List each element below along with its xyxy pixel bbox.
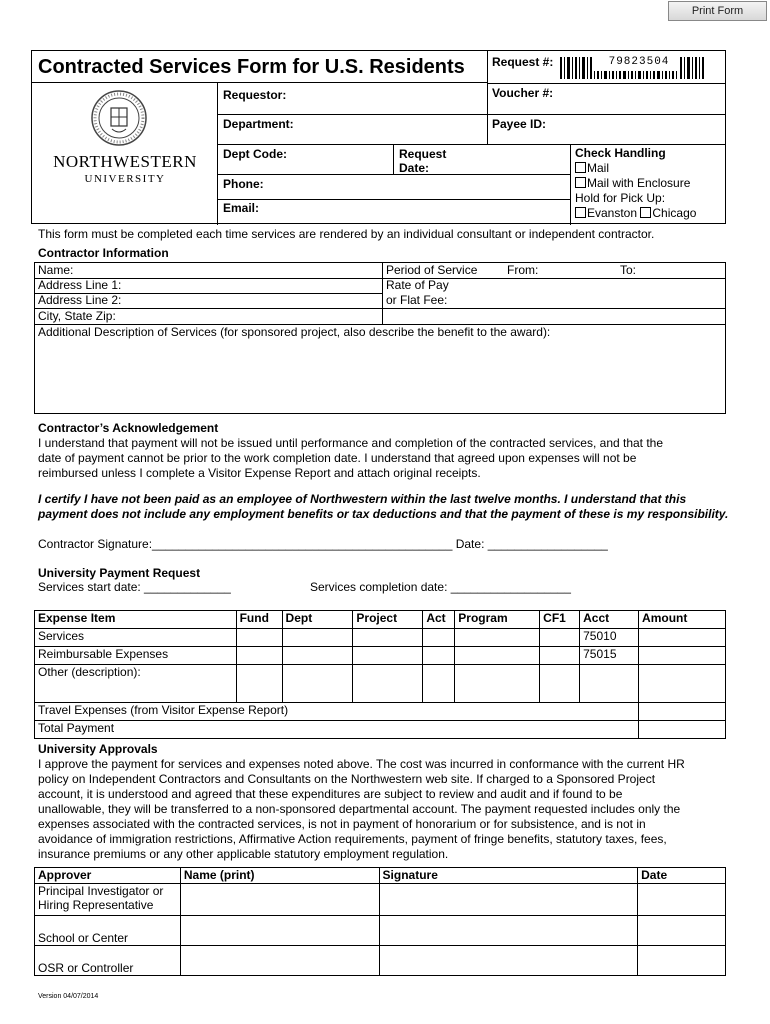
amount-cell[interactable]	[639, 629, 726, 647]
approver-cell: OSR or Controller	[35, 946, 181, 976]
name-print-cell[interactable]	[180, 884, 379, 916]
total-label: Total Payment	[35, 721, 639, 739]
col-project: Project	[353, 611, 423, 629]
requestor-label: Requestor:	[223, 88, 287, 102]
fund-cell[interactable]	[236, 665, 282, 703]
cf1-cell[interactable]	[540, 665, 580, 703]
rate-label-2: or Flat Fee:	[386, 293, 448, 307]
request-date-label: Request Date:	[399, 147, 447, 175]
rate-label-1: Rate of Pay	[386, 278, 449, 292]
signature-cell[interactable]	[379, 884, 638, 916]
additional-label: Additional Description of Services (for sponsored project, also describe the benefit to the award):	[38, 325, 551, 339]
approver-cell: Principal Investigator or Hiring Representative	[35, 884, 181, 916]
header-box	[31, 50, 726, 224]
project-cell[interactable]	[353, 665, 423, 703]
program-cell[interactable]	[455, 647, 540, 665]
total-amount-cell[interactable]	[639, 721, 726, 739]
expense-item-cell: Other (description):	[35, 665, 237, 703]
acct-cell: 75010	[580, 629, 639, 647]
city-label: City, State Zip:	[38, 309, 116, 323]
table-row	[35, 665, 726, 703]
date-cell[interactable]	[638, 946, 726, 976]
completion-date-field[interactable]: Services completion date: __________________	[310, 580, 571, 594]
act-cell[interactable]	[423, 665, 455, 703]
acct-cell: 75015	[580, 647, 639, 665]
dept-cell[interactable]	[282, 647, 353, 665]
request-label: Request #:	[492, 55, 554, 69]
acct-cell	[580, 665, 639, 703]
table-row	[35, 916, 726, 946]
barcode	[560, 55, 705, 81]
version-text: Version 04/07/2014	[38, 993, 99, 1000]
dept-code-label: Dept Code:	[223, 147, 287, 161]
period-label: Period of Service	[386, 263, 478, 277]
check-handling: Check Handling Mail Mail with Enclosure Hold for Pick Up: Evanston Chicago	[575, 146, 697, 220]
travel-label: Travel Expenses (from Visitor Expense Report)	[35, 703, 639, 721]
name-label: Name:	[38, 263, 74, 277]
contractor-table	[34, 262, 726, 414]
approvals-line-4: unallowable, they will be transferred to a non-sponsored departmental account. The payment requested includes only the	[38, 802, 681, 816]
travel-amount-cell[interactable]	[639, 703, 726, 721]
approvals-heading: University Approvals	[38, 742, 158, 756]
ack-line-1: I understand that payment will not be issued until performance and completion of the contracted services, and that the	[38, 436, 664, 450]
col-amount: Amount	[639, 611, 726, 629]
ack-line-3: reimbursed unless I complete a Visitor Expense Report and attach original receipts.	[38, 466, 481, 480]
approvals-line-1: I approve the payment for services and expenses noted above. The cost was incurred in conformance with the current HR	[38, 757, 685, 771]
cf1-cell[interactable]	[540, 647, 580, 665]
approvals-line-6: avoidance of immigration restrictions, Affirmative Action requirements, payment of fringe benefits, statutory taxes, fees,	[38, 832, 667, 846]
col-program: Program	[455, 611, 540, 629]
name-print-cell[interactable]	[180, 916, 379, 946]
department-label: Department:	[223, 117, 294, 131]
payee-label: Payee ID:	[492, 117, 547, 131]
approver-cell: School or Center	[35, 916, 181, 946]
col-act: Act	[423, 611, 455, 629]
project-cell[interactable]	[353, 629, 423, 647]
chicago-checkbox[interactable]	[640, 207, 651, 218]
col-name-print: Name (print)	[180, 868, 379, 884]
col-cf1: CF1	[540, 611, 580, 629]
amount-cell[interactable]	[639, 647, 726, 665]
col-approver: Approver	[35, 868, 181, 884]
program-cell[interactable]	[455, 629, 540, 647]
fund-cell[interactable]	[236, 647, 282, 665]
expense-header-row	[35, 611, 726, 629]
voucher-label: Voucher #:	[492, 86, 554, 100]
intro-text: This form must be completed each time services are rendered by an individual consultant or independent contractor.	[38, 227, 655, 241]
col-dept: Dept	[282, 611, 353, 629]
contractor-heading: Contractor Information	[38, 246, 169, 260]
expense-item-cell: Services	[35, 629, 237, 647]
dept-cell[interactable]	[282, 665, 353, 703]
col-signature: Signature	[379, 868, 638, 884]
certify-line-2: payment does not include any employment benefits or tax deductions and that the payment of these is my responsibility.	[38, 507, 729, 521]
col-date: Date	[638, 868, 726, 884]
certify-line-1: I certify I have not been paid as an employee of Northwestern within the last twelve months. I understand that this	[38, 492, 687, 506]
table-row	[35, 647, 726, 665]
name-print-cell[interactable]	[180, 946, 379, 976]
total-row	[35, 721, 726, 739]
date-cell[interactable]	[638, 916, 726, 946]
fund-cell[interactable]	[236, 629, 282, 647]
logo-sub: UNIVERSITY	[84, 173, 166, 185]
table-row	[35, 946, 726, 976]
dept-cell[interactable]	[282, 629, 353, 647]
col-acct: Acct	[580, 611, 639, 629]
start-date-field[interactable]: Services start date: _____________	[38, 580, 231, 594]
evanston-checkbox[interactable]	[575, 207, 586, 218]
contractor-signature-line[interactable]: Contractor Signature:_____________________________________________ Date: __________________	[38, 537, 608, 551]
date-cell[interactable]	[638, 884, 726, 916]
approvals-line-5: expenses associated with the contracted services, is not in payment of honorarium or for subsistence, and is not in	[38, 817, 646, 831]
check-handling-title: Check Handling	[575, 146, 666, 160]
mail-enclosure-checkbox[interactable]	[575, 177, 586, 188]
payment-heading: University Payment Request	[38, 566, 201, 580]
mail-checkbox[interactable]	[575, 162, 586, 173]
approvals-line-2: policy on Independent Contractors and Consultants on the Northwestern web site. If charged to a Sponsored Project	[38, 772, 656, 786]
act-cell[interactable]	[423, 647, 455, 665]
ack-line-2: date of payment cannot be prior to the work completion date. I understand that agreed upon expenses will not be	[38, 451, 637, 465]
email-label: Email:	[223, 201, 260, 215]
table-row	[35, 629, 726, 647]
addr2-label: Address Line 2:	[38, 293, 122, 307]
logo-name: NORTHWESTERN	[53, 152, 197, 171]
cf1-cell[interactable]	[540, 629, 580, 647]
approvals-table	[34, 867, 726, 976]
table-row	[35, 884, 726, 916]
col-expense-item: Expense Item	[35, 611, 237, 629]
program-cell[interactable]	[455, 665, 540, 703]
expense-item-cell: Reimbursable Expenses	[35, 647, 237, 665]
travel-row	[35, 703, 726, 721]
col-fund: Fund	[236, 611, 282, 629]
approvals-header-row	[35, 868, 726, 884]
amount-cell[interactable]	[639, 665, 726, 703]
to-label: To:	[620, 263, 637, 277]
approvals-line-7: insurance premiums or any other applicable statutory employment regulation.	[38, 847, 449, 861]
act-cell[interactable]	[423, 629, 455, 647]
form-title: Contracted Services Form for U.S. Residents	[38, 56, 465, 78]
from-label: From:	[507, 263, 539, 277]
expense-table	[34, 610, 726, 739]
print-form-button[interactable]: Print Form	[668, 1, 767, 21]
approvals-line-3: account, it is understood and agreed that these expenditures are subject to review and audit and if found to be	[38, 787, 623, 801]
request-number: 79823504	[598, 56, 680, 68]
signature-cell[interactable]	[379, 916, 638, 946]
addr1-label: Address Line 1:	[38, 278, 122, 292]
project-cell[interactable]	[353, 647, 423, 665]
ack-heading: Contractor’s Acknowledgement	[38, 421, 219, 435]
phone-label: Phone:	[223, 177, 264, 191]
signature-cell[interactable]	[379, 946, 638, 976]
university-seal-icon	[90, 89, 148, 147]
